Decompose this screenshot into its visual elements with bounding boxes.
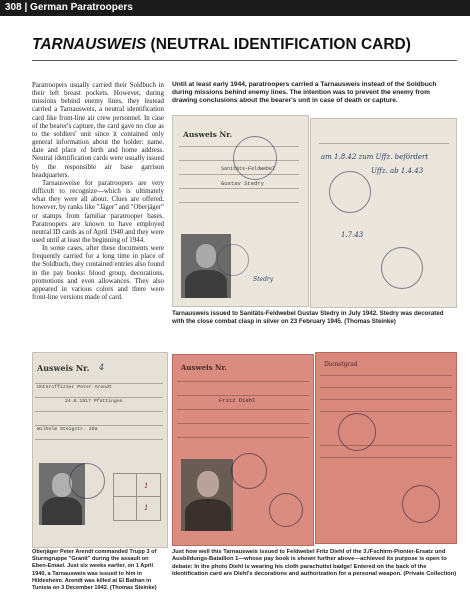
arendt-grid-mark-1: 1 xyxy=(144,482,149,490)
arendt-grid-mark-2: 1 xyxy=(144,504,149,512)
stedry-role: Sanitäts-Feldwebel xyxy=(221,166,276,172)
stamp-mark xyxy=(338,413,376,451)
form-line xyxy=(35,439,163,440)
bottom-left-caption: Oberjäger Peter Arendt commanded Trupp 3 of Sturmgruppe "Granit" during the assault on Eben-Emael. Just six weeks earlier, on 1 April 1940, a Tarnausweis was issued to him in Hildesheim. Arendt was killed at El Bathan in Tunisia on 3 December 1942. (Thomas Steinke) xyxy=(32,549,157,592)
form-line xyxy=(177,409,309,410)
title-rule xyxy=(32,60,457,61)
stamp-mark xyxy=(329,171,371,213)
arendt-home: Wilhelm Steigstr. 20a xyxy=(37,427,98,432)
stamp-mark xyxy=(402,485,440,523)
diehl-back-title: Dienstgrad xyxy=(324,361,358,368)
diehl-name: Fritz Diehl xyxy=(219,397,256,404)
stedry-card-back xyxy=(310,118,457,308)
page-title xyxy=(32,36,452,54)
stedry-card-title: Ausweis Nr. xyxy=(183,130,233,139)
stedry-name: Gustav Stedry xyxy=(221,180,264,187)
bottom-right-caption: Just how well this Tarnausweis issued to Feldwebel Fritz Diehl of the 3./Fschirm-Pionier-Ersatz und Ausbildungs-Bataillon 1—whose pay book is shown further above—achieved its purpose is open to debate: In the photo Diehl is wearing his cloth parachutist badge! Entered on the back of the identification card are Diehl's decorations and authorization for a personal weapon. (Private Collection) xyxy=(172,549,457,578)
page-header-text: 308 | German Paratroopers xyxy=(5,2,133,13)
title-italic: TARNAUSWEIS xyxy=(32,36,147,53)
form-line xyxy=(320,445,452,446)
arendt-card-title: Ausweis Nr. xyxy=(37,363,90,373)
middle-caption: Tarnausweis issued to Sanitäts-Feldwebel Gustav Stedry in July 1942. Stedry was decorated with the close combat clasp in silver on 23 February 1945. (Thomas Steinke) xyxy=(172,310,444,325)
arendt-birth: 24.8.1917 Pfüttingen xyxy=(65,399,123,404)
stamp-mark xyxy=(381,247,423,289)
body-paragraph-1: Paratroopers usually carried their Soldbuch in their left breast pockets. However, during missions behind enemy lines, they instead carried a Tarnausweis, a neutral identification card like front-line air crew personnel. In case of the bearer's capture, the card gave no clue as to the soldiers' unit since it contained only general information about the holder: name, date and place of birth and home address. Neutral identification cards were usually issued by the responsible air base garrison headquarters. xyxy=(32,81,164,179)
body-paragraph-3: In some cases, after these documents were frequently carried for a long time in place of the Soldbuch, they contained entries also found in the pay books: blood group, decorations, promotions and even allowances. They also appeared in various colors and there were front-line versions made of card. xyxy=(32,244,164,302)
form-line xyxy=(320,375,452,376)
form-line xyxy=(320,457,452,458)
form-line xyxy=(179,188,299,189)
arendt-grid xyxy=(113,473,161,521)
form-line xyxy=(177,381,309,382)
diehl-portrait xyxy=(181,459,233,531)
stedry-entry-1: am 1.8.42 zum Uffz. befördert xyxy=(321,153,429,161)
signature: Stedry xyxy=(253,276,274,283)
form-line xyxy=(320,411,452,412)
stamp-mark xyxy=(231,453,267,489)
arendt-rank-name: Unteroffizier Peter Arendt xyxy=(37,385,112,390)
form-line xyxy=(179,174,299,175)
diehl-card-title: Ausweis Nr. xyxy=(181,363,227,372)
stamp-mark xyxy=(69,463,105,499)
form-line xyxy=(320,399,452,400)
stamp-mark xyxy=(269,493,303,527)
form-line xyxy=(179,202,299,203)
diehl-card-front xyxy=(172,354,314,546)
form-line xyxy=(177,437,309,438)
arendt-card xyxy=(32,352,168,548)
form-line xyxy=(35,425,163,426)
top-caption: Until at least early 1944, paratroopers carried a Tarnausweis instead of the Soldbuch during missions behind enemy lines. The intention was to prevent the enemy from drawing conclusions about the bearer's unit in case of death or capture. xyxy=(172,81,437,105)
form-line xyxy=(319,143,449,144)
form-line xyxy=(35,383,163,384)
form-line xyxy=(320,387,452,388)
form-line xyxy=(35,411,163,412)
stedry-card-front xyxy=(172,115,309,307)
body-paragraph-2: Tarnausweise for paratroopers are very difficult to recognize—which is ultimately what they were all about. Clues are offered, however, by ranks like "Jäger" and "Oberjäger" or stamps from familiar paratrooper bases. Paratroopers are known to have employed neutral ID cards as of April 1940 and they were used until at least the beginning of 1944. xyxy=(32,178,164,244)
form-line xyxy=(177,395,309,396)
diehl-card-back xyxy=(315,352,457,544)
form-line xyxy=(35,397,163,398)
stedry-entry-3: 1.7.43 xyxy=(341,231,364,239)
title-rest: (NEUTRAL IDENTIFICATION CARD) xyxy=(146,36,411,53)
stedry-entry-2: Uffz. ab 1.4.43 xyxy=(371,167,424,175)
stamp-mark xyxy=(233,136,277,180)
form-line xyxy=(177,423,309,424)
stamp-mark xyxy=(217,244,249,276)
arendt-card-number: 4 xyxy=(99,363,105,372)
body-text xyxy=(32,81,164,341)
